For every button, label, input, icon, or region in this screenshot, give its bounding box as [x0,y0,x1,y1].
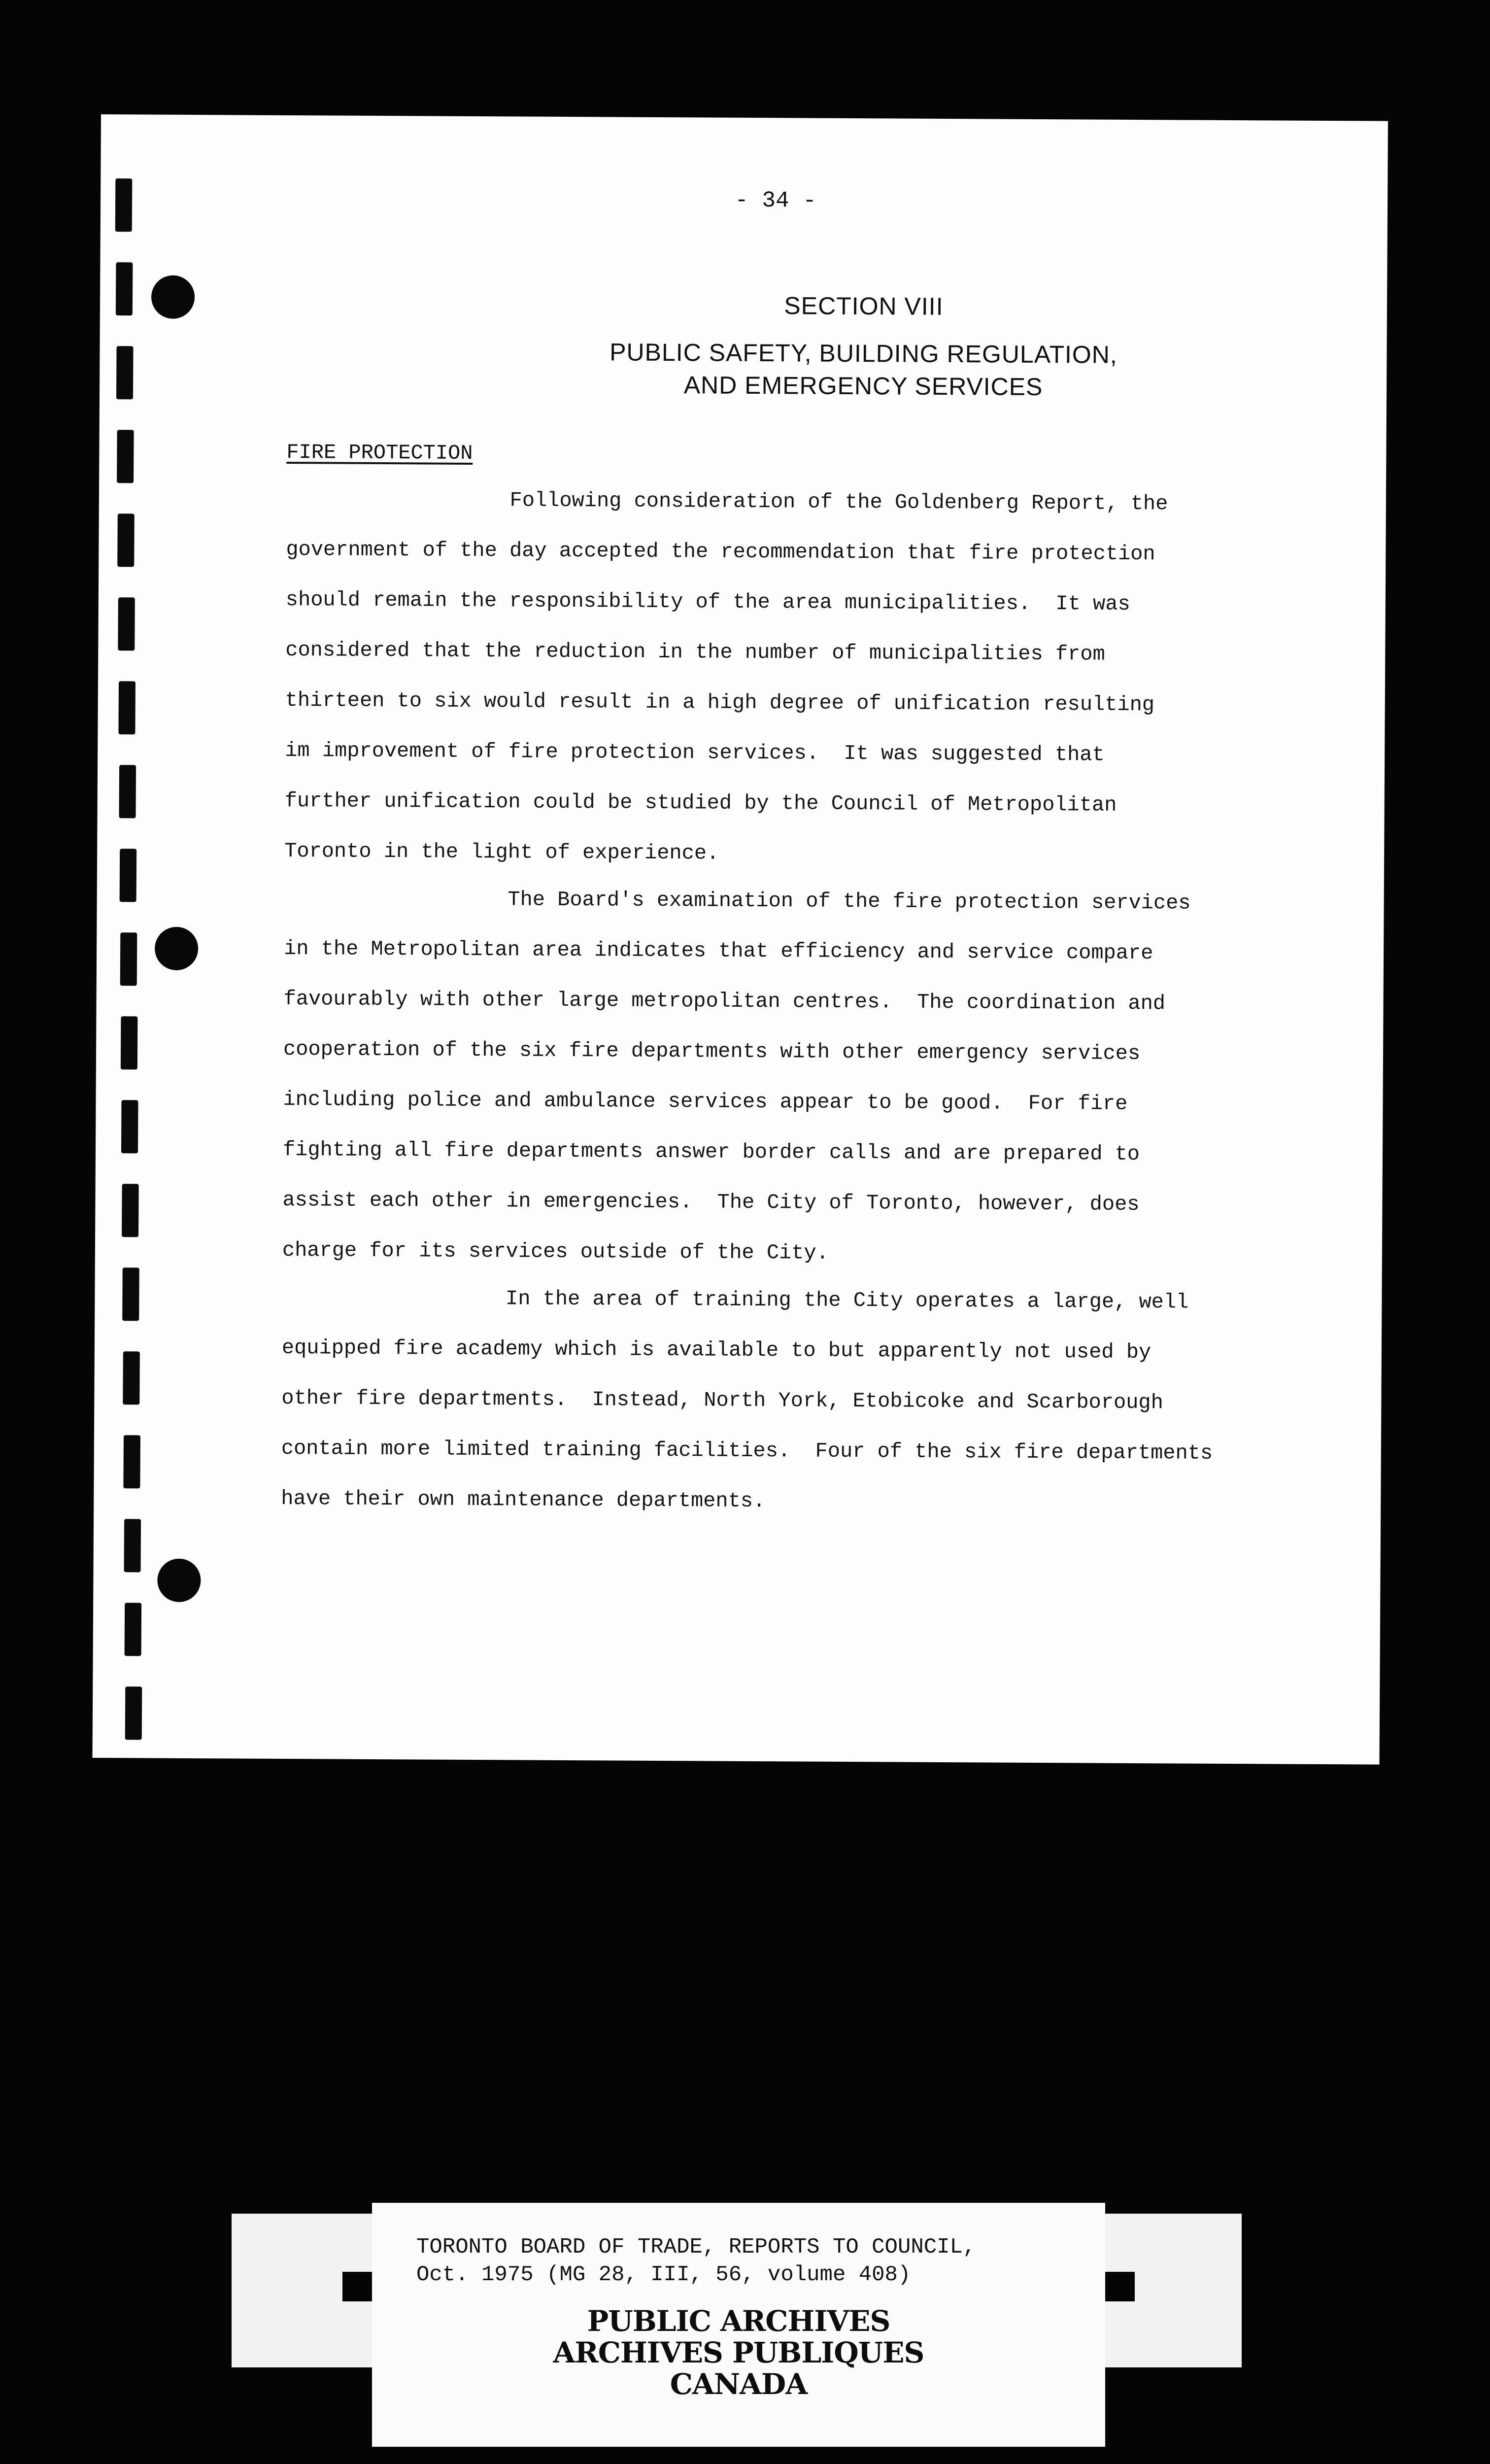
binder-punch-mark [118,681,135,734]
stamp-line-2: ARCHIVES PUBLIQUES [553,2336,924,2369]
paragraph-1: Following consideration of the Goldenberg Report, the government of the day accepted the recommendation that fire protection should remain the responsibility of the area municipalities. It was considered that the reduction in the number of municipalities from thirteen to six would result in a high degree of unification resulting im improvement of fire protection services. It was suggested that further unification could be studied by the Council of Metropolitan Toronto in the light of experience. [284,487,1168,865]
binder-punch-mark [120,849,137,902]
label-notch [1105,2272,1135,2301]
binder-punch-mark [121,1100,138,1153]
archives-stamp [372,2305,1105,2400]
binder-hole [157,1559,201,1602]
catalog-line-2: Oct. 1975 (MG 28, III, 56, volume 408) [416,2262,911,2287]
binder-punch-mark [117,430,134,483]
binder-punch-mark [125,1603,142,1656]
binder-punch-mark [123,1351,140,1404]
section-subtitle-line-1: PUBLIC SAFETY, BUILDING REGULATION, [610,338,1118,369]
paragraph-2: The Board's examination of the fire protection services in the Metropolitan area indicates that efficiency and service compare favourably with other large metropolitan centres. The coordination and cooperation of the six fire departments with other emergency services including police and ambulance services appear to be good. For fire fighting all fire departments answer border calls and are prepared to assist each other in emergencies. The City of Toronto, however, does charge for its services outside of the City. [282,886,1191,1265]
catalog-reference [416,2233,976,2289]
binder-punch-mark [117,513,135,567]
subheading-fire-protection: FIRE PROTECTION [286,440,473,465]
binder-punch-mark [119,765,136,818]
binder-punch-mark [124,1519,141,1572]
binder-punch-mark [116,262,133,315]
document-page [93,114,1388,1765]
binder-punch-mark [123,1435,140,1488]
stamp-line-1: PUBLIC ARCHIVES [587,2304,890,2338]
section-title: SECTION VIII [784,292,944,320]
binder-hole [151,275,195,319]
binder-punch-mark [125,1686,142,1740]
archive-label [372,2203,1105,2447]
page-number: - 34 - [735,187,817,214]
binder-punch-mark [115,178,133,232]
binder-hole [155,927,198,970]
label-notch [342,2272,372,2301]
binder-punch-mark [116,346,134,399]
catalog-line-1: TORONTO BOARD OF TRADE, REPORTS TO COUNCIL, [416,2235,976,2259]
binder-punch-mark [118,597,135,650]
section-subtitle-line-2: AND EMERGENCY SERVICES [683,371,1043,401]
stamp-line-3: CANADA [670,2367,808,2401]
binder-punch-mark [121,1016,138,1069]
paragraph-3: In the area of training the City operates a large, well equipped fire academy which is available to but apparently not used by other fire departments. Instead, North York, Etobicoke and Scarborough contain more limited training facilities. Four of the six fire departments have their own maintenance departments. [281,1285,1213,1513]
binder-punch-mark [122,1267,139,1321]
binder-punch-mark [122,1184,139,1237]
binder-punch-mark [120,932,137,986]
